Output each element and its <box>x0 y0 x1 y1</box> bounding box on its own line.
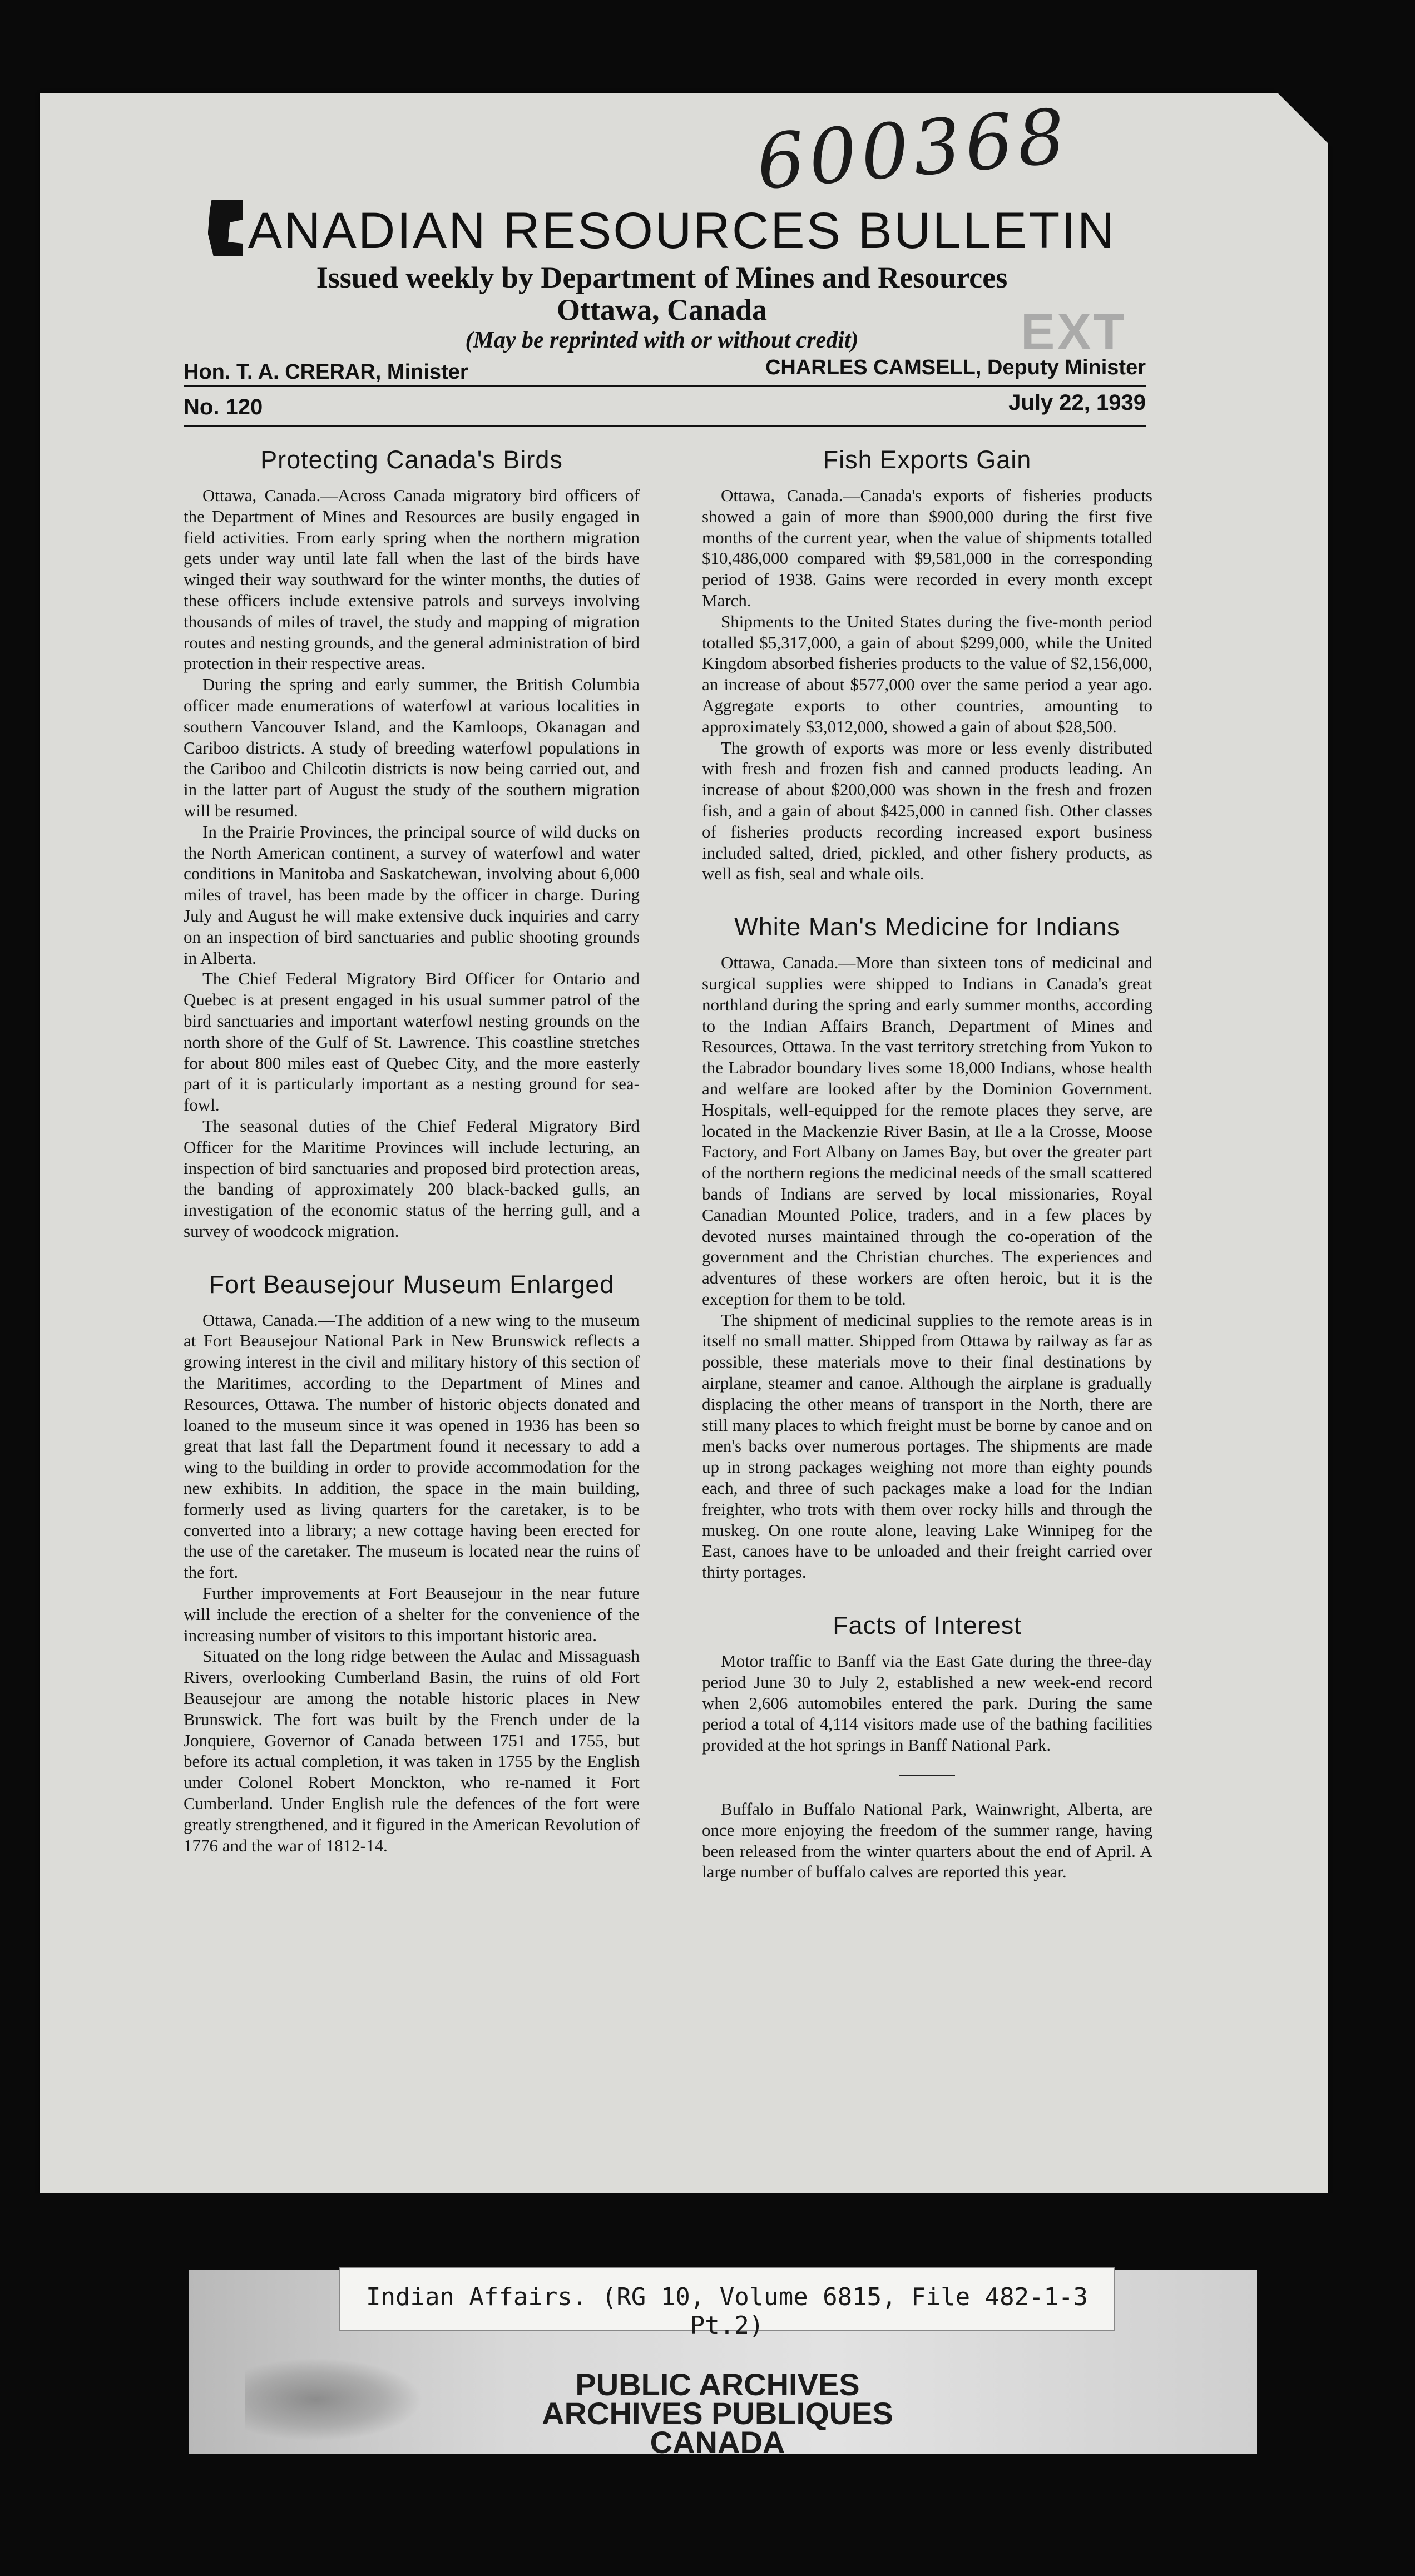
article-title-fish: Fish Exports Gain <box>823 445 1032 474</box>
article-title-birds: Protecting Canada's Birds <box>260 445 563 474</box>
article-paragraph: Motor traffic to Banff via the East Gate during the three-day period June 30 to July 2, established a new week-end record when 2,606 automobiles entered the park. During the same period a total of 4,114 visitors made use of the bathing facilities provided at the hot springs in Banff National Park. <box>702 1651 1152 1755</box>
reference-text: Indian Affairs. (RG 10, Volume 6815, File 482-1-3 Pt.2) <box>365 2283 1089 2340</box>
handwritten-archive-number: 600368 <box>753 92 1073 207</box>
ministers-line <box>184 356 1146 389</box>
ext-stamp: EXT <box>1021 304 1127 360</box>
article-paragraph: Situated on the long ridge between the Aulac and Missaguash Rivers, overlooking Cumberland Basin, the ruins of old Fort Beausejour are among the notable historic places in New Brunswick. The fort was built by the French under de la Jonquiere, Governor of Canada between 1751 and 1755, but before its actual completion, it was taken in 1755 by the English under Colonel Robert Monckton, who re-named it Fort Cumberland. Under English rule the defences of the fort were greatly strengthened, and it figured in the American Revolution of 1776 and the war of 1812-14. <box>184 1646 640 1855</box>
article-paragraph: Shipments to the United States during the five-month period totalled $5,317,000, a gain of about $299,000, while the United Kingdom absorbed fisheries products to the value of $2,156,000, an increase of about $577,000 over the same period a year ago. Aggregate exports to other countries, amounting to approximately $3,012,000, showed a gain of about $28,500. <box>702 611 1152 736</box>
article-paragraph: The growth of exports was more or less evenly distributed with fresh and frozen fish and canned products leading. An increase of about $200,000 was shown in the fresh and frozen fish, and a gain of about $425,000 in canned fish. Other classes of fisheries products recording increased export business included salted, dried, pickled, and other fishery products, as well as fish, seal and whale oils. <box>702 737 1152 884</box>
issue-date: July 22, 1939 <box>1008 390 1146 415</box>
issue-line <box>184 390 1146 424</box>
header-rule-lower <box>184 425 1146 427</box>
article-title-fort: Fort Beausejour Museum Enlarged <box>209 1270 615 1299</box>
right-column <box>702 439 1152 1883</box>
article-title-facts: Facts of Interest <box>833 1611 1022 1640</box>
article-paragraph: Buffalo in Buffalo National Park, Wainwright, Alberta, are once more enjoying the freedom of the summer range, having been released from the winter quarters about the end of April. A large number of buffalo calves are reported this year. <box>702 1799 1152 1882</box>
article-paragraph: Ottawa, Canada.—Canada's exports of fisheries products showed a gain of more than $900,000 during the first five months of the current year, when the value of shipments totalled $10,486,000 compared with $9,581,000 in the corresponding period of 1938. Gains were recorded in every month except March. <box>702 486 1152 610</box>
article-title-medicine: White Man's Medicine for Indians <box>734 913 1120 942</box>
deputy-minister-name: CHARLES CAMSELL, Deputy Minister <box>765 356 1146 379</box>
reference-label <box>339 2267 1115 2340</box>
folded-corner <box>1268 83 1335 150</box>
article-paragraph: The shipment of medicinal supplies to the remote areas is in itself no small matter. Shipped from Ottawa by railway as far as possible, these materials move to their final destinations by airplane, steamer and canoe. Although the airplane is gradually displacing the other means of transport in the North, there are still many places to which freight must be borne by canoe and on men's backs over numerous portages. The shipments are made up in strong packages weighing not more than eighty pounds each, and three of such packages make a load for the Indian freighter, who trots with them over rocky hills and through the muskeg. On one route alone, leaving Lake Winnipeg for the East, canoes have to be unloaded and their freight carried over thirty portages. <box>702 1310 1152 1582</box>
bulletin-title <box>184 200 1140 258</box>
article-paragraph: Ottawa, Canada.—More than sixteen tons of medicinal and surgical supplies were shipped to Indians in Canada's great northland during the spring and early summer months, according to the Indian Affairs Branch, Department of Mines and Resources, Ottawa. In the vast territory stretching from Yukon to the Labrador boundary lives some 18,000 Indians, whose health and welfare are looked after by the Dominion Government. Hospitals, well-equipped for the remote places they serve, are located in the Mackenzie River Basin, at Ile a la Crosse, Moose Factory, and Fort Albany on James Bay, but over the greater part of the northern regions the medicinal needs of the small scattered bands of Indians are served by local missionaries, Royal Canadian Mounted Police, traders, and in a few places by devoted nurses maintained through the co-operation of the government and the Christian churches. The experiences and adventures of these workers are often heroic, but it is the exception for them to be told. <box>702 953 1152 1309</box>
masthead <box>184 200 1140 354</box>
archives-line-1: PUBLIC ARCHIVES <box>575 2367 860 2402</box>
article-paragraph: The Chief Federal Migratory Bird Officer for Ontario and Quebec is at present engaged in his usual summer patrol of the bird sanctuaries and important waterfowl nesting grounds on the north shore of the Gulf of St. Lawrence. This coastline stretches for about 800 miles east of Quebec City, and the more easterly part of it is particularly important as a nesting ground for sea-fowl. <box>184 969 640 1115</box>
article-paragraph: Further improvements at Fort Beausejour in the near future will include the erection of a shelter for the convenience of the increasing number of visitors to this important historic area. <box>184 1583 640 1645</box>
city: Ottawa, Canada <box>556 293 768 326</box>
article-paragraph: Ottawa, Canada.—The addition of a new wing to the museum at Fort Beausejour National Park in New Brunswick reflects a growing interest in the civil and military history of this section of the Maritimes, according to the Department of Mines and Resources, Ottawa. The number of historic objects donated and loaned to the museum since it was opened in 1936 has been so great that last fall the Department found it necessary to add a wing to the building in order to provide accommodation for the new exhibits. In addition, the space in the main building, formerly used as living quarters for the caretaker, is to be converted into a library; a new cottage having been erected for the use of the caretaker. The museum is located near the ruins of the fort. <box>184 1310 640 1582</box>
issue-number: No. 120 <box>184 395 263 419</box>
article-paragraph: In the Prairie Provinces, the principal source of wild ducks on the North American continent, a survey of waterfowl and water conditions in Manitoba and Saskatchewan, involving about 6,000 miles of travel, has been made by the officer in charge. During July and August he will make extensive duck inquiries and carry on an inspection of bird sanctuaries and public shooting grounds in Alberta. <box>184 821 640 968</box>
title-initial-mark <box>208 200 245 256</box>
minister-name: Hon. T. A. CRERAR, Minister <box>184 360 468 384</box>
issued-by: Issued weekly by Department of Mines and Resources <box>316 260 1008 294</box>
archives-line-3: CANADA <box>650 2425 785 2460</box>
header-rule <box>184 385 1146 387</box>
article-paragraph: Ottawa, Canada.—Across Canada migratory bird officers of the Department of Mines and Resources are busily engaged in field activities. From early spring when the northern migration gets under way until late fall when the last of the birds have winged their way southward for the winter months, the duties of these officers include extensive patrols and surveys involving thousands of miles of travel, the study and mapping of migration routes and nesting grounds, and the general administration of bird protection in their respective areas. <box>184 486 640 673</box>
article-paragraph: The seasonal duties of the Chief Federal Migratory Bird Officer for the Maritime Provinces will include lecturing, an inspection of bird sanctuaries and proposed bird protection areas, the banding of approximately 200 black-backed gulls, an investigation of the economic status of the herring gull, and a survey of woodcock migration. <box>184 1116 640 1241</box>
article-paragraph: During the spring and early summer, the British Columbia officer made enumerations of waterfowl at various localities in southern Vancouver Island, and the Kamloops, Okanagan and Cariboo districts. A study of breeding waterfowl populations in the Cariboo and Chilcotin districts is now being carried out, and in the latter part of August the study of the southern migration will be resumed. <box>184 675 640 820</box>
torn-paper-mark <box>245 2358 423 2441</box>
archives-stamp <box>517 2367 918 2460</box>
title-rest: ANADIAN RESOURCES BULLETIN <box>248 202 1116 259</box>
section-divider <box>899 1775 955 1776</box>
left-column <box>184 439 640 1856</box>
reprint-note: (May be reprinted with or without credit) <box>465 327 859 353</box>
archives-line-2: ARCHIVES PUBLIQUES <box>542 2396 893 2431</box>
